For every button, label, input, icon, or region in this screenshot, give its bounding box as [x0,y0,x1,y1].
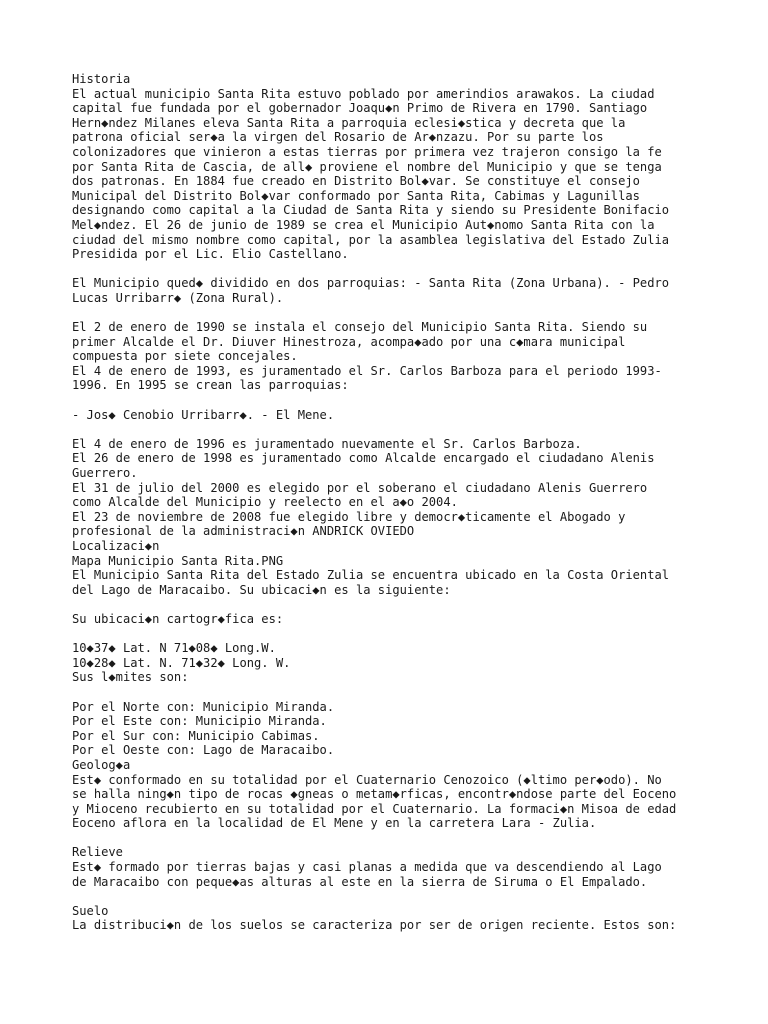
text-line [72,889,722,904]
text-line [72,393,722,408]
text-line: profesional de la administraci◆n ANDRICK OVIEDO [72,524,415,539]
text-line: como Alcalde del Municipio y reelecto en el a◆o 2004. [72,495,458,510]
text-line: patrona oficial ser◆a la virgen del Rosario de Ar◆nzazu. Por su parte los [72,130,604,145]
text-line: capital fue fundada por el gobernador Joaqu◆n Primo de Rivera en 1790. Santiago [72,101,648,116]
text-line: y Mioceno recubierto en su totalidad por el Cuaternario. La formaci◆n Misoa de edad [72,801,677,816]
text-line: Localizaci◆n [72,539,160,553]
text-line: El Municipio Santa Rita del Estado Zulia se encuentra ubicado en la Costa Oriental [72,568,670,583]
text-line: Mel◆ndez. El 26 de junio de 1989 se crea el Municipio Aut◆nomo Santa Rita con la [72,217,655,232]
text-line: dos patronas. En 1884 fue creado en Distrito Bol◆var. Se constituye el consejo [72,174,640,189]
text-line [72,306,722,321]
text-line: Por el Norte con: Municipio Miranda. [72,699,335,714]
text-line [72,597,722,612]
text-line: Presidida por el Lic. Elio Castellano. [72,247,349,262]
text-line: Por el Sur con: Municipio Cabimas. [72,728,320,743]
text-line: Est◆ formado por tierras bajas y casi planas a medida que va descendiendo al Lago [72,860,662,875]
text-line: El Municipio qued◆ dividido en dos parroquias: - Santa Rita (Zona Urbana). - Pedro [72,276,670,291]
text-line: designando como capital a la Ciudad de Santa Rita y siendo su Presidente Bonifacio [72,203,670,218]
text-line: 10◆37◆ Lat. N 71◆08◆ Long.W. [72,641,276,656]
document-page [72,72,722,933]
text-line [72,627,722,642]
text-line: Est◆ conformado en su totalidad por el Cuaternario Cenozoico (◆ltimo per◆odo). No [72,772,662,787]
text-line: 1996. En 1995 se crean las parroquias: [72,378,349,393]
text-line: Mapa Municipio Santa Rita.PNG [72,553,284,568]
text-line: 10◆28◆ Lat. N. 71◆32◆ Long. W. [72,655,291,670]
text-line: Eoceno aflora en la localidad de El Mene y en la carretera Lara - Zulia. [72,816,597,831]
text-line: de Maracaibo con peque◆as alturas al este en la sierra de Siruma o El Empalado. [72,874,648,889]
text-line: primer Alcalde el Dr. Diuver Hinestroza, acompa◆ado por una c◆mara municipal [72,334,626,349]
text-line: El 26 de enero de 1998 es juramentado como Alcalde encargado el ciudadano Alenis [72,451,655,466]
text-line: ciudad del mismo nombre como capital, por la asamblea legislativa del Estado Zulia [72,232,670,247]
text-line: Guerrero. [72,466,138,481]
text-line: Relieve [72,845,123,860]
text-line: El 4 de enero de 1993, es juramentado el Sr. Carlos Barboza para el periodo 1993- [72,363,662,378]
text-line: colonizadores que vinieron a estas tierras por primera vez trajeron consigo la fe [72,144,662,159]
text-line: El 2 de enero de 1990 se instala el consejo del Municipio Santa Rita. Siendo su [72,320,648,335]
text-line: Geolog◆a [72,757,131,772]
text-line [72,685,722,700]
text-line: El 4 de enero de 1996 es juramentado nuevamente el Sr. Carlos Barboza. [72,436,582,451]
text-line: Por el Oeste con: Lago de Maracaibo. [72,743,335,758]
text-line: Municipal del Distrito Bol◆var conformado por Santa Rita, Cabimas y Lagunillas [72,188,640,203]
text-line: por Santa Rita de Cascia, de all◆ proviene el nombre del Municipio y que se tenga [72,159,662,174]
text-line: La distribuci◆n de los suelos se caracteriza por ser de origen reciente. Estos son: [72,918,677,933]
text-line: Suelo [72,903,109,918]
text-line: Sus l◆mites son: [72,670,189,685]
text-line [72,831,722,846]
text-line: Lucas Urribarr◆ (Zona Rural). [72,290,284,305]
text-line [72,422,722,437]
text-line: Por el Este con: Municipio Miranda. [72,714,327,729]
text-line: se halla ning◆n tipo de rocas ◆gneas o metam◆rficas, encontr◆ndose parte del Eoceno [72,787,677,802]
text-line: Historia [72,72,131,86]
text-line: El 23 de noviembre de 2008 fue elegido libre y democr◆ticamente el Abogado y [72,509,626,524]
text-line: del Lago de Maracaibo. Su ubicaci◆n es la siguiente: [72,582,451,597]
text-line [72,262,722,277]
text-line: compuesta por siete concejales. [72,349,298,364]
text-line: Hern◆ndez Milanes eleva Santa Rita a parroquia eclesi◆stica y decreta que la [72,115,626,130]
text-line: El 31 de julio del 2000 es elegido por el soberano el ciudadano Alenis Guerrero [72,480,648,495]
text-line: Su ubicaci◆n cartogr◆fica es: [72,611,284,626]
text-line: El actual municipio Santa Rita estuvo poblado por amerindios arawakos. La ciudad [72,86,655,101]
text-line: - Jos◆ Cenobio Urribarr◆. - El Mene. [72,407,335,422]
